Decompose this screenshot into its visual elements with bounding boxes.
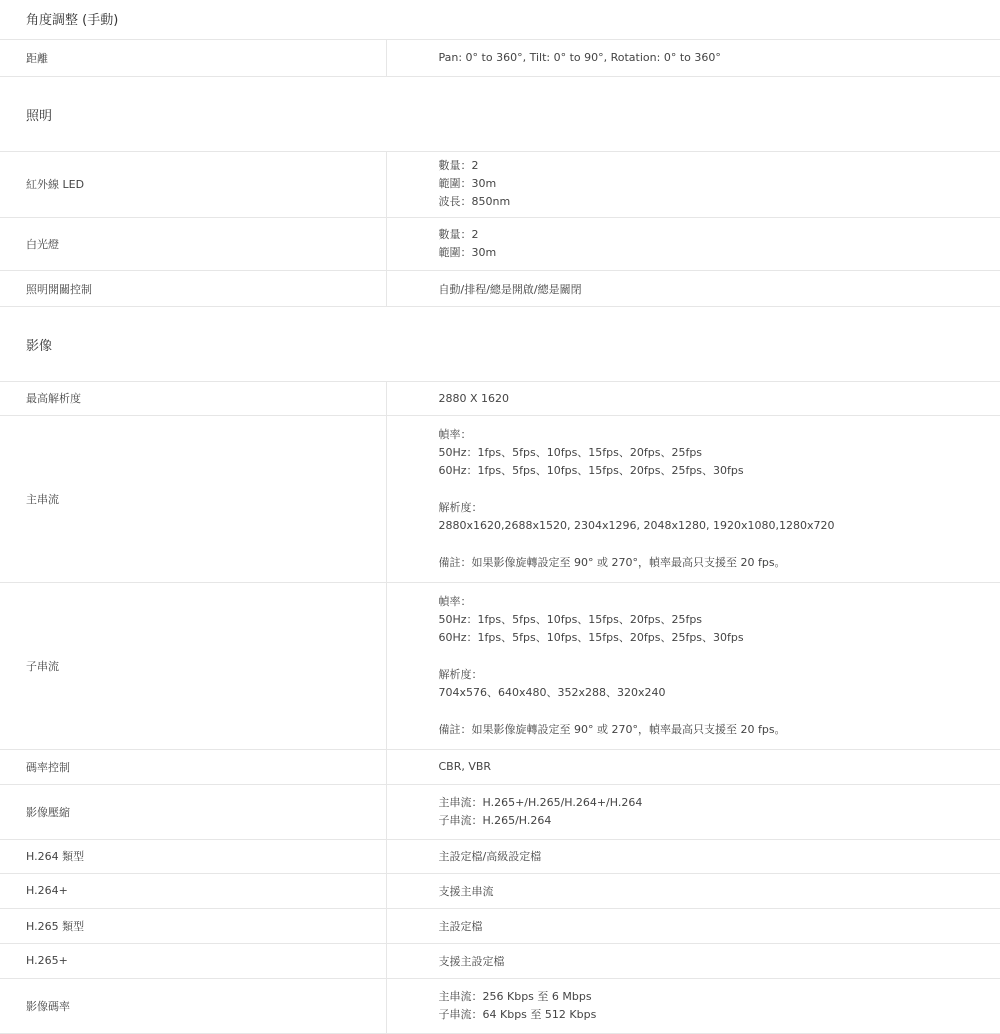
white-light-count: 數量：2 [439, 226, 1000, 244]
table-row [0, 749, 1000, 784]
row-value-h265-type: 主設定檔 [386, 908, 1000, 943]
table-row [0, 943, 1000, 978]
video-bitrate-main: 主串流：256 Kbps 至 6 Mbps [439, 988, 1000, 1006]
row-value-sub-stream [386, 582, 1000, 749]
sub-stream-frame-50: 50Hz：1fps、5fps、10fps、15fps、20fps、25fps [439, 611, 1000, 629]
table-row [0, 908, 1000, 943]
lighting-table [0, 152, 1000, 308]
row-value-main-stream [386, 415, 1000, 582]
table-row [0, 271, 1000, 307]
spacer [439, 480, 1000, 499]
main-stream-resolution-title: 解析度： [439, 499, 1000, 517]
table-row [0, 873, 1000, 908]
table-row [0, 978, 1000, 1033]
ir-led-wavelength: 波長：850nm [439, 193, 1000, 211]
sub-stream-frame-60: 60Hz：1fps、5fps、10fps、15fps、20fps、25fps、30fps [439, 629, 1000, 647]
row-label-sub-stream: 子串流 [0, 582, 386, 749]
section-title-lighting: 照明 [0, 77, 1000, 152]
row-value-light-switch: 自動/排程/總是開啟/總是關閉 [386, 271, 1000, 307]
row-label-h265-type: H.265 類型 [0, 908, 386, 943]
angle-table [0, 40, 1000, 77]
table-row [0, 218, 1000, 271]
compression-sub: 子串流：H.265/H.264 [439, 812, 1000, 830]
table-row [0, 382, 1000, 415]
ir-led-range: 範圍：30m [439, 175, 1000, 193]
row-value-ir-led [386, 152, 1000, 218]
sub-stream-resolutions: 704x576、640x480、352x288、320x240 [439, 684, 1000, 702]
row-label-compression: 影像壓縮 [0, 784, 386, 839]
row-label-max-resolution: 最高解析度 [0, 382, 386, 415]
row-label-white-light: 白光燈 [0, 218, 386, 271]
sub-stream-resolution-title: 解析度： [439, 666, 1000, 684]
row-label-light-switch: 照明開關控制 [0, 271, 386, 307]
row-label-h264-type: H.264 類型 [0, 839, 386, 873]
table-row [0, 784, 1000, 839]
row-label-bitrate-control: 碼率控制 [0, 749, 386, 784]
white-light-range: 範圍：30m [439, 244, 1000, 262]
row-label-ir-led: 紅外線 LED [0, 152, 386, 218]
compression-main: 主串流：H.265+/H.265/H.264+/H.264 [439, 794, 1000, 812]
row-label-video-bitrate: 影像碼率 [0, 978, 386, 1033]
table-row [0, 40, 1000, 76]
main-stream-resolutions: 2880x1620,2688x1520, 2304x1296, 2048x1280, 1920x1080,1280x720 [439, 517, 1000, 535]
video-bitrate-sub: 子串流：64 Kbps 至 512 Kbps [439, 1006, 1000, 1024]
main-stream-frame-50: 50Hz：1fps、5fps、10fps、15fps、20fps、25fps [439, 444, 1000, 462]
row-value-h265-plus: 支援主設定檔 [386, 943, 1000, 978]
row-value-white-light [386, 218, 1000, 271]
table-row [0, 839, 1000, 873]
sub-stream-note: 備註：如果影像旋轉設定至 90° 或 270°，幀率最高只支援至 20 fps。 [439, 721, 1000, 739]
main-stream-frame-60: 60Hz：1fps、5fps、10fps、15fps、20fps、25fps、30fps [439, 462, 1000, 480]
row-value-video-bitrate [386, 978, 1000, 1033]
spacer [439, 647, 1000, 666]
sub-stream-frame-title: 幀率： [439, 593, 1000, 611]
row-value-distance: Pan: 0° to 360°, Tilt: 0° to 90°, Rotation: 0° to 360° [386, 40, 1000, 76]
image-table [0, 382, 1000, 1034]
section-title-image: 影像 [0, 307, 1000, 382]
row-label-h265-plus: H.265+ [0, 943, 386, 978]
row-value-max-resolution: 2880 X 1620 [386, 382, 1000, 415]
table-row [0, 415, 1000, 582]
table-row [0, 152, 1000, 218]
row-label-h264-plus: H.264+ [0, 873, 386, 908]
spacer [439, 702, 1000, 721]
row-value-h264-plus: 支援主串流 [386, 873, 1000, 908]
main-stream-frame-title: 幀率： [439, 426, 1000, 444]
row-value-h264-type: 主設定檔/高級設定檔 [386, 839, 1000, 873]
main-stream-note: 備註：如果影像旋轉設定至 90° 或 270°，幀率最高只支援至 20 fps。 [439, 554, 1000, 572]
section-title-angle: 角度調整 (手動) [0, 0, 1000, 40]
row-value-compression [386, 784, 1000, 839]
row-label-distance: 距離 [0, 40, 386, 76]
row-value-bitrate-control: CBR, VBR [386, 749, 1000, 784]
spacer [439, 535, 1000, 554]
row-label-main-stream: 主串流 [0, 415, 386, 582]
table-row [0, 582, 1000, 749]
ir-led-count: 數量：2 [439, 157, 1000, 175]
